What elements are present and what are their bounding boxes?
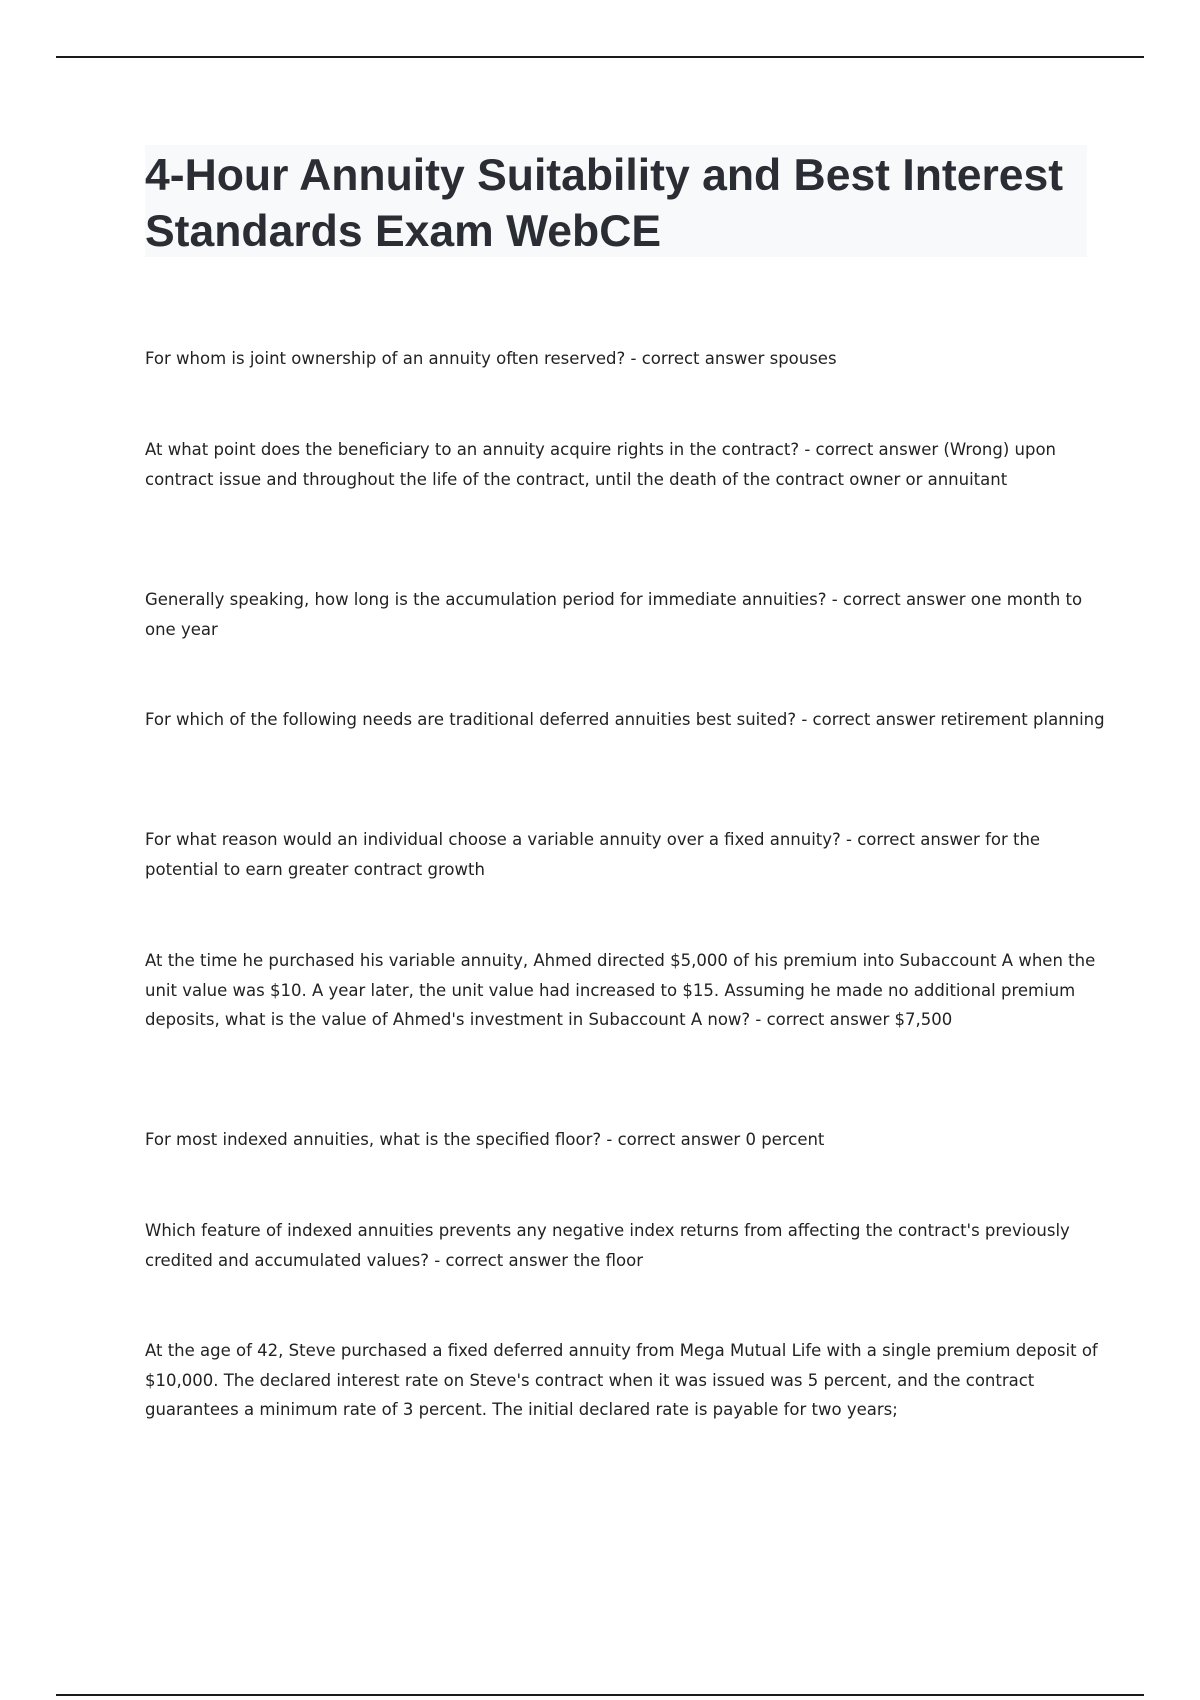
qa-item: At the age of 42, Steve purchased a fixed deferred annuity from Mega Mutual Life with a single premium deposit of $10,000. The declared interest rate on Steve's contract when it was issued was 5 percent, and the contract guarantees a minimum rate of 3 percent. The initial declared rate is payable for two years; (145, 1341, 1098, 1419)
top-divider (56, 56, 1144, 58)
bottom-divider (56, 1694, 1144, 1696)
qa-item: Generally speaking, how long is the accumulation period for immediate annuities? - correct answer one month to one year (145, 590, 1083, 639)
qa-item: At what point does the beneficiary to an annuity acquire rights in the contract? - correct answer (Wrong) upon contract issue and throughout the life of the contract, until the death of the contract owner or annuitant (145, 440, 1057, 489)
title-banner (145, 145, 1087, 257)
qa-item: For most indexed annuities, what is the specified floor? - correct answer 0 percent (145, 1130, 825, 1149)
qa-item: For what reason would an individual choose a variable annuity over a fixed annuity? - correct answer for the potential to earn greater contract growth (145, 830, 1041, 879)
page-title: 4-Hour Annuity Suitability and Best Interest Standards Exam WebCE (145, 151, 1064, 256)
qa-item: For which of the following needs are traditional deferred annuities best suited? - correct answer retirement planning (145, 710, 1105, 729)
qa-item: Which feature of indexed annuities prevents any negative index returns from affecting the contract's previously credited and accumulated values? - correct answer the floor (145, 1221, 1070, 1270)
qa-item: For whom is joint ownership of an annuity often reserved? - correct answer spouses (145, 349, 837, 368)
qa-item: At the time he purchased his variable annuity, Ahmed directed $5,000 of his premium into Subaccount A when the unit value was $10. A year later, the unit value had increased to $15. Assuming he made no additional premium deposits, what is the value of Ahmed's investment in Subaccount A now? - correct answer $7,500 (145, 951, 1096, 1029)
